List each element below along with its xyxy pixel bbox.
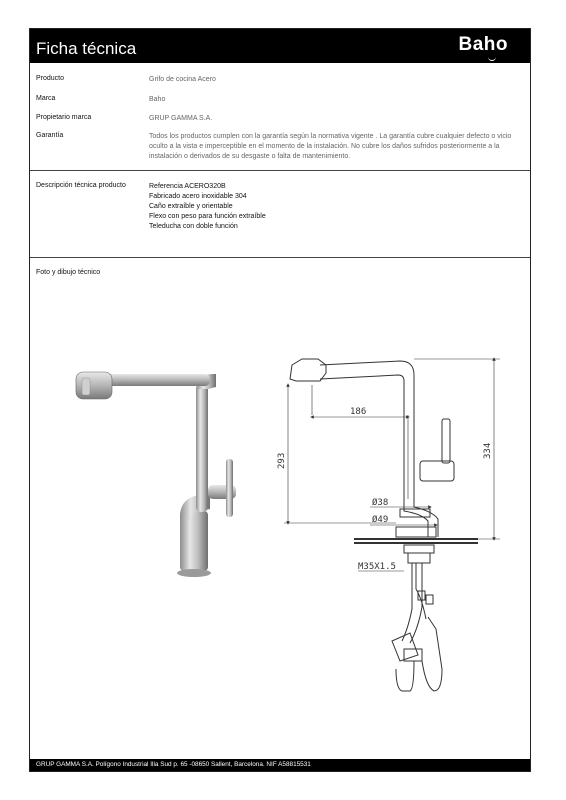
dim-293: 293 xyxy=(277,452,287,469)
row-label: Producto xyxy=(36,75,65,82)
thread-label: M35X1.5 xyxy=(358,562,396,572)
row-label: Garantía xyxy=(36,132,64,139)
dim-334: 334 xyxy=(483,442,493,459)
description-item: Flexo con peso para función extraíble xyxy=(149,213,266,220)
description-item: Fabricado acero inoxidable 304 xyxy=(149,193,247,200)
faucet-photo xyxy=(76,372,236,577)
photo-section-label: Foto y dibujo técnico xyxy=(36,269,101,276)
brand-logo: Baho xyxy=(458,34,508,55)
row-label: Descripción técnica producto xyxy=(36,182,126,189)
row-value: Grifo de cocina Acero xyxy=(149,76,216,83)
description-item: Caño extraíble y orientable xyxy=(149,203,233,210)
description-item: Teleducha con doble función xyxy=(149,223,238,230)
row-value: Todos los productos cumplen con la garantía según la normativa vigente . La garantía cubre cualquier defecto o vicio oculto a la vista e imperceptible en el momento de la instalación. No cubre los daños sufridos posteriormente a la instalación o derivados de su desgaste o falta de mantenimiento. xyxy=(149,133,512,160)
row-value: GRUP GAMMA S.A. xyxy=(149,115,213,122)
dim-d49: Ø49 xyxy=(372,515,389,525)
footer-bar xyxy=(30,759,530,771)
row-label: Propietario marca xyxy=(36,114,92,121)
row-value: Baho xyxy=(149,96,166,103)
spec-sheet xyxy=(29,28,531,772)
technical-drawing xyxy=(30,29,532,773)
description-item: Referencia ACERO320B xyxy=(149,183,226,190)
footer-text: GRUP GAMMA S.A. Polígono Industrial Illa Sud p. 65 -08650 Sallent, Barcelona. NIF A58815531 xyxy=(36,761,311,768)
dim-186: 186 xyxy=(350,407,367,417)
page-title: Ficha técnica xyxy=(36,39,137,58)
row-label: Marca xyxy=(36,95,56,102)
dim-d38: Ø38 xyxy=(372,498,389,508)
